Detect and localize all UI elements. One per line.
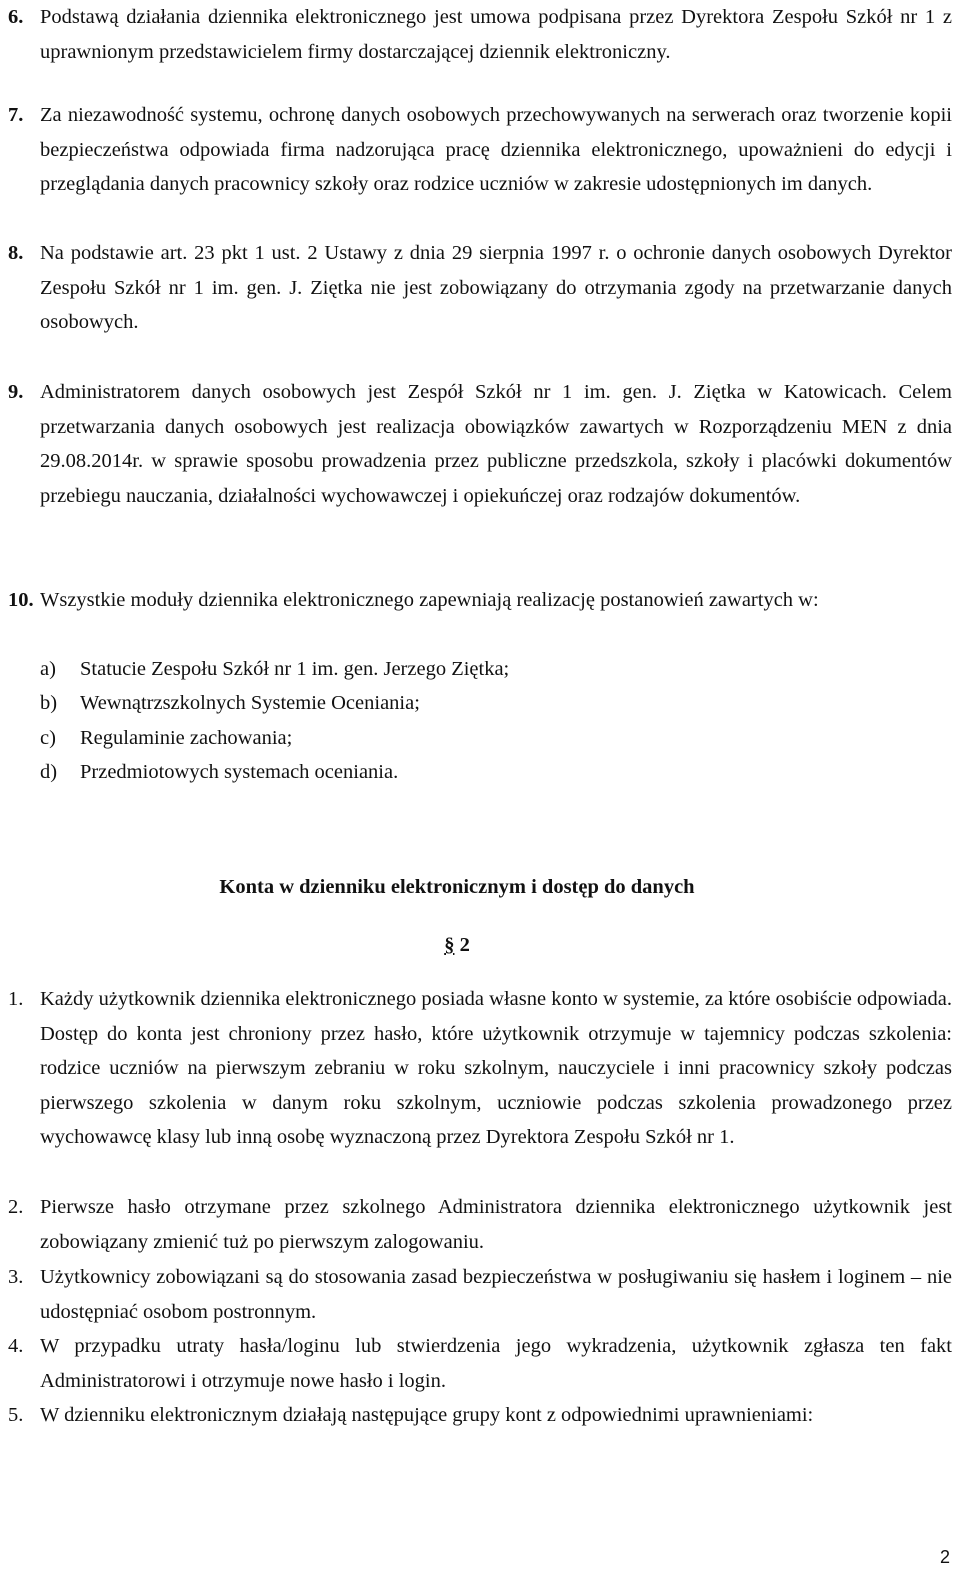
- section-number: §: [444, 934, 455, 956]
- account-item-5: [8, 1398, 952, 1433]
- section-number-value: 2: [459, 934, 470, 956]
- list-item-8: [8, 236, 952, 340]
- section-mark: [0, 928, 914, 962]
- account-item-1: [8, 982, 952, 1155]
- item-number: 4.: [8, 1335, 24, 1357]
- item-number: 1.: [8, 988, 24, 1010]
- sub-item-label: a): [40, 658, 56, 680]
- item-text: Za niezawodność systemu, ochronę danych osobowych przechowywanych na serwerach oraz tworzenie kopii bezpieczeństwa odpowiada firma nadzorująca pracę dziennika elektronicznego, upoważnieni do edycji i przeglądania danych pracownicy szkoły oraz rodzice uczniów w zakresie udostępnionych im danych.: [40, 104, 952, 195]
- sub-item-label: c): [40, 727, 56, 749]
- item-number: 8.: [8, 242, 24, 264]
- sub-item-label: d): [40, 761, 58, 783]
- sub-item-a: [40, 652, 509, 687]
- sub-item-label: b): [40, 692, 58, 714]
- item-number: 6.: [8, 6, 24, 28]
- list-item-7: [8, 98, 952, 202]
- sub-item-c: [40, 721, 292, 756]
- sub-item-text: Wewnątrzszkolnych Systemie Oceniania;: [80, 692, 420, 714]
- list-item-9: [8, 375, 952, 513]
- sub-item-b: [40, 686, 420, 721]
- item-text: Pierwsze hasło otrzymane przez szkolnego Administratora dziennika elektronicznego użytkownik jest zobowiązany zmienić tuż po pierwszym zalogowaniu.: [40, 1196, 952, 1253]
- item-text: Wszystkie moduły dziennika elektronicznego zapewniają realizację postanowień zawartych w:: [40, 589, 819, 611]
- item-number: 5.: [8, 1404, 24, 1426]
- item-number: 3.: [8, 1266, 24, 1288]
- item-text: Każdy użytkownik dziennika elektronicznego posiada własne konto w systemie, za które osobiście odpowiada. Dostęp do konta jest chroniony przez hasło, które użytkownik otrzymuje w tajemnicy podczas szkolenia: rodzice uczniów na pierwszym zebraniu w roku szkolnym, nauczyciele i inni pracownicy szkoły podczas pierwszego szkolenia w danym roku szkolnym, uczniowie podczas szkolenia prowadzonego przez wychowawcę klasy lub inną osobę wyznaczoną przez Dyrektora Zespołu Szkół nr 1.: [40, 988, 952, 1148]
- account-item-2: [8, 1190, 952, 1259]
- sub-item-d: [40, 755, 398, 790]
- list-item-10: [8, 583, 952, 618]
- item-text: W dzienniku elektronicznym działają następujące grupy kont z odpowiednimi uprawnieniami:: [40, 1404, 814, 1426]
- item-number: 2.: [8, 1196, 24, 1218]
- sub-item-text: Regulaminie zachowania;: [80, 727, 293, 749]
- item-text: Na podstawie art. 23 pkt 1 ust. 2 Ustawy z dnia 29 sierpnia 1997 r. o ochronie danych osobowych Dyrektor Zespołu Szkół nr 1 im. gen. J. Ziętka nie jest zobowiązany do otrzymania zgody na przetwarzanie danych osobowych.: [40, 242, 952, 333]
- sub-item-text: Statucie Zespołu Szkół nr 1 im. gen. Jerzego Ziętka;: [80, 658, 510, 680]
- account-item-4: [8, 1329, 952, 1398]
- item-number: 7.: [8, 104, 24, 126]
- account-item-3: [8, 1260, 952, 1329]
- section-heading: Konta w dzienniku elektronicznym i dostęp do danych: [219, 876, 695, 898]
- sub-item-text: Przedmiotowych systemach oceniania.: [80, 761, 399, 783]
- list-item-6: [8, 0, 952, 69]
- item-text: Użytkownicy zobowiązani są do stosowania zasad bezpieczeństwa w posługiwaniu się hasłem i loginem – nie udostępniać osobom postronnym.: [40, 1266, 952, 1323]
- item-text: W przypadku utraty hasła/loginu lub stwierdzenia jego wykradzenia, użytkownik zgłasza ten fakt Administratorowi i otrzymuje nowe hasło i login.: [40, 1335, 952, 1392]
- page-number: 2: [939, 1547, 950, 1567]
- item-text: Administratorem danych osobowych jest Zespół Szkół nr 1 im. gen. J. Ziętka w Katowicach. Celem przetwarzania danych osobowych jest realizacja obowiązków zawartych w Rozporządzeniu MEN z dnia 29.08.2014r. w sprawie sposobu prowadzenia przez publiczne przedszkola, szkoły i placówki dokumentów przebiegu nauczania, działalności wychowawczej i opiekuńczej oraz rodzajów dokumentów.: [40, 381, 952, 507]
- item-text: Podstawą działania dziennika elektronicznego jest umowa podpisana przez Dyrektora Zespołu Szkół nr 1 z uprawnionym przedstawicielem firmy dostarczającej dziennik elektroniczny.: [40, 6, 952, 63]
- item-number: 10.: [8, 589, 34, 611]
- item-number: 9.: [8, 381, 24, 403]
